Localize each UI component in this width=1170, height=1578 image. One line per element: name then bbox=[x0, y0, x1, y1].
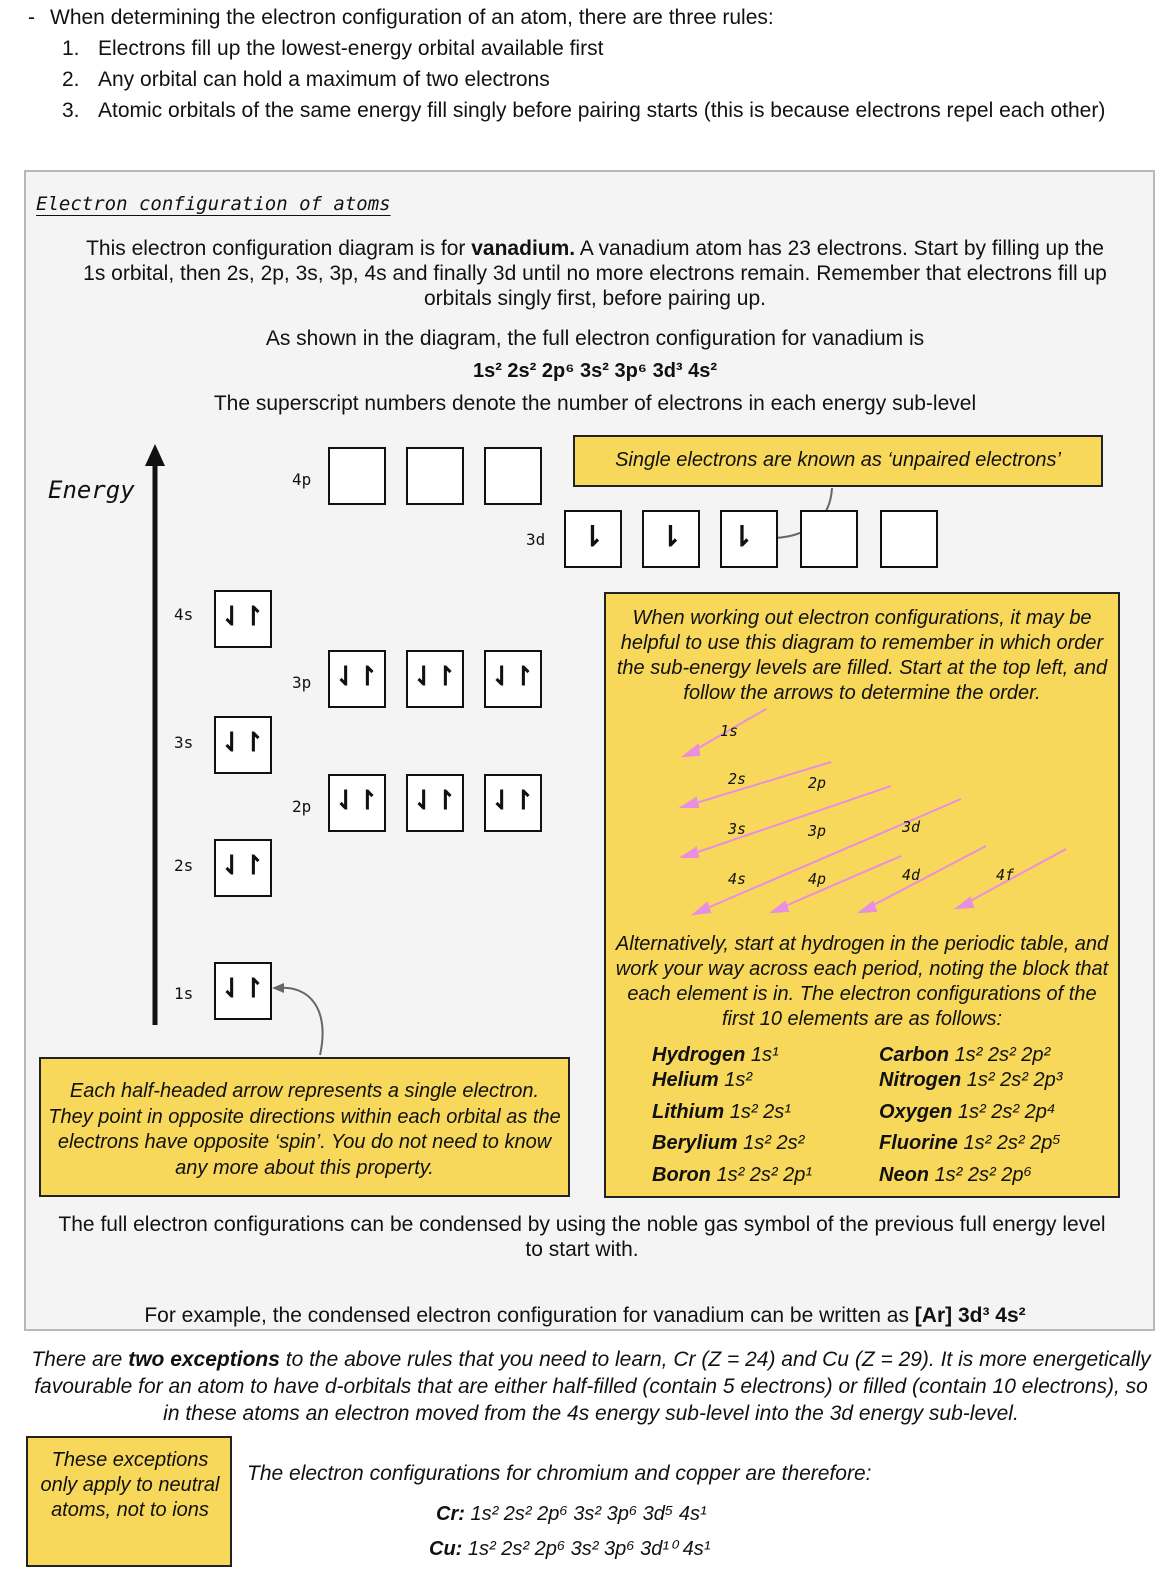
unpaired-electron: ⇂ bbox=[580, 521, 605, 552]
orbital-3p-2 bbox=[406, 650, 464, 708]
rules-intro: When determining the electron configuration of an atom, there are three rules: bbox=[50, 6, 774, 29]
rule-3: Atomic orbitals of the same energy fill singly before pairing starts (this is because electrons repel each other) bbox=[98, 99, 1106, 122]
vanadium-config-intro: As shown in the diagram, the full electron configuration for vanadium is bbox=[265, 327, 925, 350]
label-3s: 3s bbox=[174, 733, 194, 752]
rule-1: Electrons fill up the lowest-energy orbital available first bbox=[98, 37, 604, 60]
paired-electrons: ⇃↾ bbox=[412, 661, 457, 691]
diagonal-arrowhead bbox=[694, 903, 710, 914]
diag-2p: 2p bbox=[808, 774, 827, 792]
label-4s: 4s bbox=[174, 605, 194, 624]
paired-electrons: ⇃↾ bbox=[334, 661, 379, 691]
vanadium-config: 1s² 2s² 2p⁶ 3s² 3p⁶ 3d³ 4s² bbox=[472, 360, 718, 382]
alt-note: Alternatively, start at hydrogen in the periodic table, and work your way across each period, noting the block that each element is in. The electron configurations of the first 10 elements are as follows: bbox=[615, 933, 1109, 1030]
orbital-3p-3 bbox=[484, 650, 542, 708]
orbital-3d-2 bbox=[642, 510, 700, 568]
orbital-1s bbox=[214, 962, 272, 1020]
orbital-3d-5 bbox=[880, 510, 938, 568]
unpaired-electron: ⇂ bbox=[658, 521, 683, 552]
label-3p: 3p bbox=[292, 673, 312, 692]
unpaired-note: Single electrons are known as ‘unpaired electrons’ bbox=[615, 449, 1061, 471]
order-note: When working out electron configurations, it may be helpful to use this diagram to remember in which order the sub-energy levels are filled. Start at the top left, and follow the arrows to determine the order. bbox=[616, 607, 1108, 704]
label-4p: 4p bbox=[292, 470, 312, 489]
orbital-2s bbox=[214, 839, 272, 897]
element-fluorine: Fluorine 1s² 2s² 2p⁵ bbox=[879, 1132, 1061, 1154]
order-box bbox=[604, 592, 1120, 1198]
ion-note: These exceptions only apply to neutral atoms, not to ions bbox=[40, 1449, 220, 1521]
element-lithium: Lithium 1s² 2s¹ bbox=[652, 1101, 791, 1123]
diag-3p: 3p bbox=[808, 822, 827, 840]
label-2s: 2s bbox=[174, 856, 194, 875]
element-oxygen: Oxygen 1s² 2s² 2p⁴ bbox=[879, 1101, 1056, 1123]
ion-note-box bbox=[26, 1436, 232, 1567]
diagonal-arrowhead bbox=[682, 848, 698, 857]
unpaired-note-box bbox=[573, 435, 1103, 487]
diag-4s: 4s bbox=[728, 870, 747, 888]
diagonal-arrowhead bbox=[682, 798, 698, 807]
spin-note-box bbox=[39, 1057, 570, 1197]
element-berylium: Berylium 1s² 2s² bbox=[652, 1132, 805, 1154]
paired-electrons: ⇃↾ bbox=[220, 850, 265, 880]
orbital-3d-1 bbox=[564, 510, 622, 568]
orbital-3d-3 bbox=[720, 510, 778, 568]
diagonal-arrow-5 bbox=[776, 856, 901, 910]
diagonal-arrowhead bbox=[684, 745, 699, 756]
paired-electrons: ⇃↾ bbox=[220, 601, 265, 631]
therefore-text: The electron configurations for chromium and copper are therefore: bbox=[247, 1462, 872, 1485]
rule-2: Any orbital can hold a maximum of two electrons bbox=[98, 68, 550, 91]
orbital-2p-1 bbox=[328, 774, 386, 832]
diag-4f: 4f bbox=[996, 866, 1015, 884]
diag-1s: 1s bbox=[720, 722, 739, 740]
rule-number: 3. bbox=[62, 99, 80, 122]
spin-note: Each half-headed arrow represents a single electron. They point in opposite directions within each orbital as the electrons have opposite ‘spin’. You do not need to know any more about this property. bbox=[48, 1080, 561, 1179]
bullet-dash: - bbox=[28, 6, 35, 29]
paired-electrons: ⇃↾ bbox=[220, 973, 265, 1003]
orbital-2p-3 bbox=[484, 774, 542, 832]
panel-heading: Electron configuration of atoms bbox=[36, 193, 391, 215]
diagonal-arrowhead bbox=[860, 902, 876, 912]
rule-number: 1. bbox=[62, 37, 80, 60]
rule-number: 2. bbox=[62, 68, 80, 91]
paired-electrons: ⇃↾ bbox=[220, 727, 265, 757]
diag-3d: 3d bbox=[902, 818, 921, 836]
orbital-3p-1 bbox=[328, 650, 386, 708]
unpaired-electron: ⇂ bbox=[730, 521, 754, 552]
diag-2s: 2s bbox=[728, 770, 747, 788]
condensed-note: The full electron configurations can be condensed by using the noble gas symbol of the previous full energy level to start with. bbox=[58, 1213, 1106, 1261]
vanadium-intro: This electron configuration diagram is for vanadium. A vanadium atom has 23 electrons. Start by filling up the 1s orbital, then 2s, 2p, 3s, 3p, 4s and finally 3d until no more electrons remain. Remember that electrons fill up orbitals singly first, before pairing up. bbox=[83, 237, 1107, 310]
superscript-note: The superscript numbers denote the number of electrons in each energy sub-level bbox=[213, 392, 977, 415]
diag-3s: 3s bbox=[728, 820, 747, 838]
orbital-4p-3 bbox=[484, 447, 542, 505]
exceptions-text: There are two exceptions to the above rules that you need to learn, Cr (Z = 24) and Cu (Z = 29). It is more energetically favourable for an atom to have d-orbitals that are either half-filled (contain 5 electrons) or filled (contain 10 electrons), so in these atoms an electron moved from the 4s energy sub-level into the 3d energy sub-level. bbox=[31, 1348, 1151, 1425]
element-helium: Helium 1s² bbox=[652, 1069, 753, 1091]
chromium-config: Cr: 1s² 2s² 2p⁶ 3s² 3p⁶ 3d⁵ 4s¹ bbox=[436, 1503, 707, 1525]
paired-electrons: ⇃↾ bbox=[490, 661, 535, 691]
orbital-4p-2 bbox=[406, 447, 464, 505]
condensed-example: For example, the condensed electron configuration for vanadium can be written as [Ar] 3d³ 4s² bbox=[144, 1304, 1026, 1327]
diag-4p: 4p bbox=[808, 870, 827, 888]
paired-electrons: ⇃↾ bbox=[412, 785, 457, 815]
orbital-4p-1 bbox=[328, 447, 386, 505]
paired-electrons: ⇃↾ bbox=[334, 785, 379, 815]
copper-config: Cu: 1s² 2s² 2p⁶ 3s² 3p⁶ 3d¹⁰ 4s¹ bbox=[429, 1538, 711, 1560]
element-nitrogen: Nitrogen 1s² 2s² 2p³ bbox=[879, 1069, 1063, 1091]
label-1s: 1s bbox=[174, 984, 194, 1003]
element-neon: Neon 1s² 2s² 2p⁶ bbox=[879, 1164, 1032, 1186]
orbital-3s bbox=[214, 716, 272, 774]
element-boron: Boron 1s² 2s² 2p¹ bbox=[652, 1164, 813, 1186]
orbital-4s bbox=[214, 590, 272, 648]
diag-4d: 4d bbox=[902, 866, 921, 884]
element-carbon: Carbon 1s² 2s² 2p² bbox=[879, 1044, 1051, 1066]
label-2p: 2p bbox=[292, 797, 312, 816]
element-hydrogen: Hydrogen 1s¹ bbox=[652, 1044, 779, 1066]
orbital-3d-4 bbox=[800, 510, 858, 568]
diagonal-arrow-4 bbox=[698, 799, 961, 912]
label-3d: 3d bbox=[526, 530, 546, 549]
orbital-2p-2 bbox=[406, 774, 464, 832]
diagonal-arrowhead bbox=[772, 902, 788, 912]
energy-label: Energy bbox=[48, 476, 135, 504]
paired-electrons: ⇃↾ bbox=[490, 785, 535, 815]
diagonal-arrowhead bbox=[957, 898, 973, 908]
